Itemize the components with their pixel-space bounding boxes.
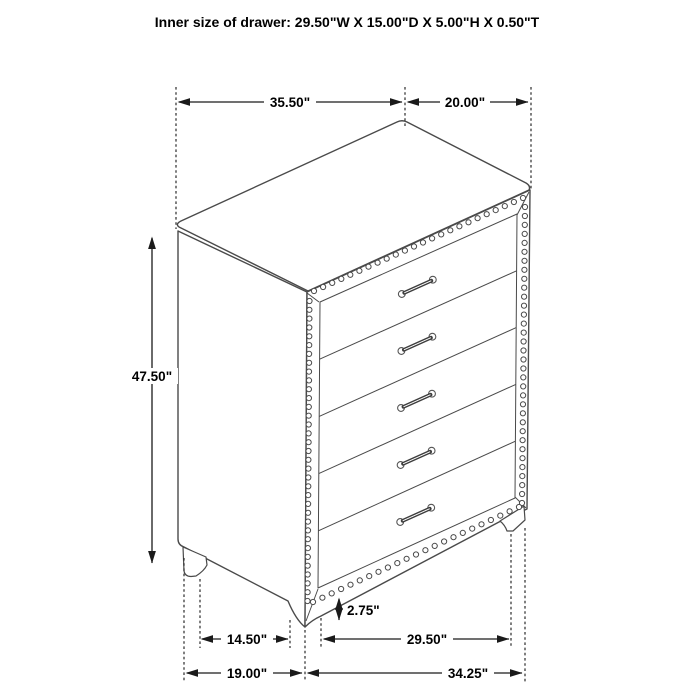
nailhead [502, 204, 507, 209]
nailhead [522, 276, 527, 281]
nailhead [439, 232, 444, 237]
drawing-title: Inner size of drawer: 29.50"W X 15.00"D X 5.00"H X 0.50"T [154, 14, 540, 30]
nailhead [305, 519, 310, 524]
nailhead [520, 411, 525, 416]
nailhead [357, 578, 362, 583]
nailhead [320, 595, 325, 600]
nailhead [411, 244, 416, 249]
nailhead [306, 396, 311, 401]
nailhead [376, 569, 381, 574]
nailhead [339, 586, 344, 591]
nailhead [511, 199, 516, 204]
nailhead [307, 316, 312, 321]
nailhead [367, 574, 372, 579]
dim-label-overall-height: 47.50" [131, 369, 173, 384]
nailhead [457, 224, 462, 229]
nailhead [307, 360, 312, 365]
nailhead [522, 231, 527, 236]
nailhead [305, 572, 310, 577]
nailhead [305, 537, 310, 542]
nailhead [306, 448, 311, 453]
dim-base-width [308, 665, 522, 681]
nailhead [466, 220, 471, 225]
nailhead [307, 325, 312, 330]
nailhead [470, 526, 475, 531]
dim-base-depth [187, 665, 302, 681]
nailhead [493, 208, 498, 213]
nailhead [479, 522, 484, 527]
nailhead [306, 457, 311, 462]
dim-label-base-depth: 19.00" [226, 666, 268, 681]
nailhead [460, 530, 465, 535]
dim-top-depth [408, 94, 528, 110]
nailhead [423, 548, 428, 553]
nailhead [393, 252, 398, 257]
nailhead [306, 369, 311, 374]
nailhead [520, 447, 525, 452]
dim-label-top-width: 35.50" [269, 95, 311, 110]
nailhead [305, 554, 310, 559]
nailhead [522, 294, 527, 299]
nailhead [329, 591, 334, 596]
nailhead [305, 546, 310, 551]
nailhead [306, 440, 311, 445]
nailhead [521, 366, 526, 371]
nailhead [432, 543, 437, 548]
nailhead [521, 339, 526, 344]
dim-label-base-width: 34.25" [447, 666, 489, 681]
nailhead [375, 260, 380, 265]
dim-label-leg-span-side-inner: 14.50" [226, 632, 268, 647]
nailhead [306, 378, 311, 383]
nailhead [522, 213, 527, 218]
nailhead [311, 288, 316, 293]
nailhead [522, 258, 527, 263]
nailhead [520, 195, 525, 200]
nailhead [404, 556, 409, 561]
nailhead [520, 420, 525, 425]
nailhead [522, 240, 527, 245]
nailhead [521, 384, 526, 389]
nailhead [413, 552, 418, 557]
nailhead [306, 422, 311, 427]
nailhead [521, 357, 526, 362]
nailhead [366, 264, 371, 269]
nailhead [306, 466, 311, 471]
nailhead [307, 343, 312, 348]
nailhead [522, 285, 527, 290]
dim-label-leg-height: 2.75" [347, 603, 380, 618]
nailhead [442, 539, 447, 544]
nailhead [516, 504, 521, 509]
nailhead [448, 228, 453, 233]
nailhead [357, 268, 362, 273]
nailhead [306, 404, 311, 409]
nailhead [307, 298, 312, 303]
nailhead [306, 413, 311, 418]
nailhead [521, 312, 526, 317]
nailhead [305, 563, 310, 568]
nailhead [507, 509, 512, 514]
nailhead [420, 240, 425, 245]
nailhead [307, 307, 312, 312]
nailhead [521, 330, 526, 335]
chest-drawing [177, 121, 530, 627]
nailhead [498, 513, 503, 518]
nailhead [306, 387, 311, 392]
nailhead [522, 249, 527, 254]
nailhead [307, 334, 312, 339]
nailhead [330, 280, 335, 285]
nailhead [305, 528, 310, 533]
dim-label-leg-span-front-inner: 29.50" [406, 632, 448, 647]
nailhead [306, 510, 311, 515]
nailhead [395, 561, 400, 566]
nailhead [520, 429, 525, 434]
nailhead [520, 465, 525, 470]
dim-top-width [179, 94, 402, 110]
dim-overall-height [126, 238, 178, 563]
nailhead [521, 321, 526, 326]
nailhead [306, 431, 311, 436]
nailhead [306, 501, 311, 506]
nailhead [305, 581, 310, 586]
nailhead [521, 303, 526, 308]
nailhead [521, 348, 526, 353]
nailhead [484, 212, 489, 217]
nailhead [521, 375, 526, 380]
dim-leg-span-front-inner [324, 631, 509, 647]
nailhead [310, 599, 315, 604]
nailhead [475, 216, 480, 221]
nailhead [430, 236, 435, 241]
nailhead [520, 491, 525, 496]
nailhead [321, 284, 326, 289]
nailhead [306, 493, 311, 498]
nailhead [348, 272, 353, 277]
nailhead [348, 582, 353, 587]
nailhead [306, 475, 311, 480]
nailhead [305, 590, 310, 595]
nailhead [520, 438, 525, 443]
nailhead [520, 402, 525, 407]
nailhead [521, 393, 526, 398]
nailhead [488, 517, 493, 522]
nailhead [520, 474, 525, 479]
nailhead [385, 565, 390, 570]
nailhead [402, 248, 407, 253]
dim-label-top-depth: 20.00" [444, 95, 486, 110]
nailhead [522, 267, 527, 272]
nailhead [306, 484, 311, 489]
nailhead [520, 456, 525, 461]
nailhead [522, 222, 527, 227]
nailhead [451, 535, 456, 540]
nailhead [307, 351, 312, 356]
nailhead [522, 204, 527, 209]
dim-leg-span-side-inner [202, 631, 288, 647]
nailhead [339, 276, 344, 281]
nailhead [384, 256, 389, 261]
nailhead [520, 483, 525, 488]
nailhead [305, 598, 310, 603]
